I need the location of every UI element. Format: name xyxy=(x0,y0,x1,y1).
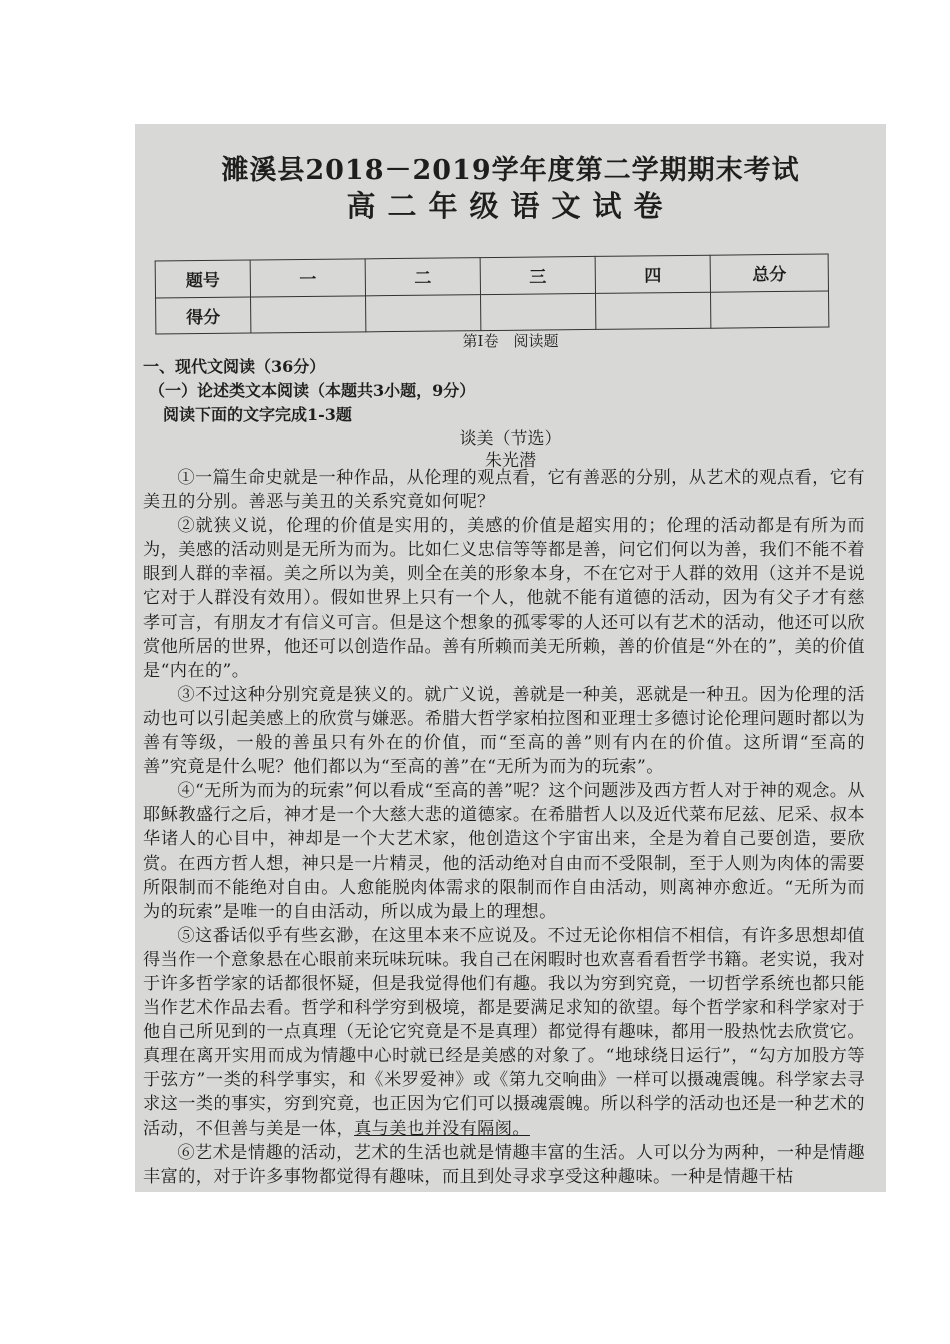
score-cell: 得分 xyxy=(156,297,251,334)
score-cell: 三 xyxy=(480,256,595,294)
score-table xyxy=(155,253,830,334)
score-blank-cell xyxy=(710,290,828,328)
paragraph-5 xyxy=(143,924,865,1141)
score-blank-cell xyxy=(251,295,366,333)
paragraph-1: ①一篇生命史就是一种作品，从伦理的观点看，它有善恶的分别，从艺术的观点看，它有美丑的分别。善恶与美丑的关系究竟如何呢？ xyxy=(143,468,865,513)
paragraph-4: ④“无所为而为的玩索”何以看成“至高的善”呢？这个问题涉及西方哲人对于神的观念。从耶稣教盛行之后，神才是一个大慈大悲的道德家。在希腊哲人以及近代菜布尼兹、尼采、叔本华诸人的心目中，神却是一个大艺术家，他创造这个宇宙出来，全是为着自己要创造，要欣赏。在西方哲人想，神只是一片精灵，他的活动绝对自由而不受限制，至于人则为肉体的需要所限制而不能绝对自由。人愈能脱肉体需求的限制而作自由活动，则离神亦愈近。“无所为而为的玩索”是唯一的自由活动，所以成为最上的理想。 xyxy=(143,781,865,922)
paragraph-5-text: ⑤这番话似乎有些玄渺，在这里本来不应说及。不过无论你相信不相信，有许多思想却值得当作一个意象悬在心眼前来玩味玩味。我自己在闲暇时也欢喜看看哲学书籍。老实说，我对于许多哲学家的话都很怀疑，但是我觉得他们有趣。我以为穷到究竟，一切哲学系统也都只能当作艺术作品去看。哲学和科学穷到极境，都是要满足求知的欲望。每个哲学家和科学家对于他自己所见到的一点真理（无论它究竟是不是真理）都觉得有趣味，都用一股热忱去欣赏它。真理在离开实用而成为情趣中心时就已经是美感的对象了。“地球绕日运行”，“勾方加股方等于弦方”一类的科学事实，和《米罗爱神》或《第九交响曲》一样可以摄魂震魄。科学家去寻求这一类的事实，穷到究竟，也正因为它们可以摄魂震魄。所以科学的活动也还是一种艺术的活动，不但善与美是一体， xyxy=(143,925,865,1139)
score-blank-cell xyxy=(366,294,481,332)
exam-paper xyxy=(135,124,886,1192)
paragraph-3: ③不过这种分别究竟是狭义的。就广义说，善就是一种美，恶就是一种丑。因为伦理的活动也可以引起美感上的欣赏与嫌恶。希腊大哲学家柏拉图和亚理士多德讨论伦理问题时都以为善有等级，一般的善虽只有外在的价值，而“至高的善”则有内在的价值。这所谓“至高的善”究竟是什么呢？他们都以为“至高的善”在“无所为而为的玩索”。 xyxy=(143,684,865,778)
score-table-score-row xyxy=(156,290,829,334)
exam-title: 濉溪县2018－2019学年度第二学期期末考试 xyxy=(221,155,800,186)
reading-instruction: 阅读下面的文字完成1-3题 xyxy=(163,405,352,424)
article-title: 谈美（节选） xyxy=(459,429,562,449)
score-cell: 总分 xyxy=(710,254,828,292)
score-blank-cell xyxy=(481,293,596,331)
score-cell: 题号 xyxy=(155,260,250,297)
paragraph-6: ⑥艺术是情趣的活动，艺术的生活也就是情趣丰富的生活。人可以分为两种，一种是情趣丰富的，对于许多事物都觉得有趣味，而且到处寻求享受这种趣味。一种是情趣干枯 xyxy=(143,1142,865,1187)
paragraph-2: ②就狭义说，伦理的价值是实用的，美感的价值是超实用的；伦理的活动都是有所为而为，美感的活动则是无所为而为。比如仁义忠信等等都是善，问它们何以为善，我们不能不着眼到人群的幸福。美之所以为美，则全在美的形象本身，不在它对于人群的效用（这并不是说它对于人群没有效用）。假如世界上只有一个人，他就不能有道德的活动，因为有父子才有慈孝可言，有朋友才有信义可言。但是这个想象的孤零零的人还可以有艺术的活动，他还可以欣赏他所居的世界，他还可以创造作品。善有所赖而美无所赖，善的价值是“外在的”，美的价值是“内在的”。 xyxy=(143,516,865,681)
heading-modern-reading: 一、现代文阅读（36分） xyxy=(143,357,326,376)
score-cell: 四 xyxy=(595,255,710,293)
section-title: 第Ⅰ卷 阅读题 xyxy=(462,332,559,350)
score-cell: 二 xyxy=(365,258,480,296)
article-author: 朱光潜 xyxy=(485,451,536,471)
underlined-phrase: 真与美也并没有隔阂。 xyxy=(354,1118,530,1139)
article-body xyxy=(143,466,865,1189)
exam-subtitle: 高二年级语文试卷 xyxy=(346,189,675,223)
score-blank-cell xyxy=(595,292,710,330)
heading-argumentative-reading: （一）论述类文本阅读（本题共3小题，9分） xyxy=(149,381,476,400)
score-cell: 一 xyxy=(250,259,365,297)
